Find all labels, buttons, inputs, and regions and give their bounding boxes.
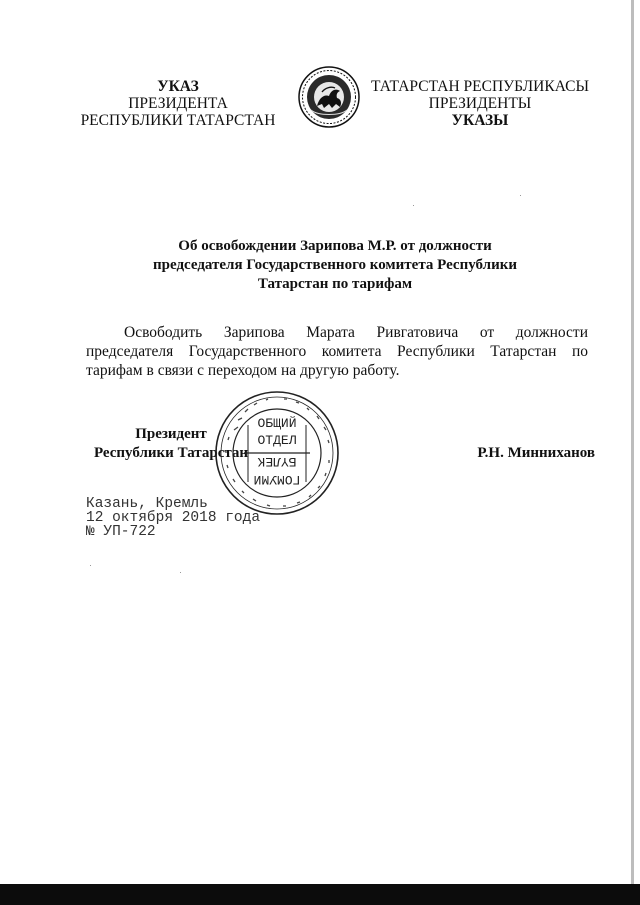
- scan-speck: [90, 565, 91, 566]
- scan-speck: [180, 572, 181, 573]
- title-line-3: Татарстан по тарифам: [257, 276, 413, 292]
- decree-body-text: Освободить Зарипова Марата Ривгатовича от должности председателя Государственного комитета Республики Татарстан по тарифам в связи с переходом на другую работу.: [86, 324, 588, 379]
- header-left-line-3: РЕСПУБЛИКИ ТАТАРСТАН: [80, 112, 276, 129]
- coat-of-arms-emblem: [298, 66, 360, 128]
- signature-position-line-2: Республики Татарстан: [93, 445, 249, 461]
- decree-title: [100, 237, 570, 294]
- stamp-text-3: БҮЛЕК: [257, 454, 297, 469]
- header-left-line-2: ПРЕЗИДЕНТА: [128, 95, 228, 112]
- header-right-line-2: ПРЕЗИДЕНТЫ: [428, 95, 532, 112]
- signature-position-line-1: Президент: [135, 426, 207, 442]
- title-line-1: Об освобождении Зарипова М.Р. от должности: [178, 238, 492, 254]
- stamp-text-1: ОБЩИЙ: [257, 416, 297, 431]
- footer-date: 12 октября 2018 года: [86, 510, 261, 526]
- scan-right-edge: [631, 0, 634, 884]
- header-left: [78, 78, 278, 129]
- header-left-line-1: УКАЗ: [157, 78, 199, 95]
- header-right: [365, 78, 595, 129]
- signature-name: Р.Н. Минниханов: [477, 445, 595, 461]
- scan-speck: [520, 195, 521, 196]
- stamp-text-4: ГОМУМИ: [253, 472, 301, 487]
- footer-details: [86, 497, 260, 539]
- scan-speck: [413, 205, 414, 206]
- title-line-2: председателя Государственного комитета Республики: [153, 257, 517, 273]
- footer-number: № УП-722: [86, 524, 156, 540]
- stamp-text-2: ОТДЕЛ: [257, 433, 297, 448]
- footer-place: Казань, Кремль: [86, 496, 208, 512]
- scan-bottom-edge: [0, 884, 640, 905]
- header-right-line-3: УКАЗЫ: [451, 112, 509, 129]
- header-right-line-1: ТАТАРСТАН РЕСПУБЛИКАСЫ: [371, 78, 589, 95]
